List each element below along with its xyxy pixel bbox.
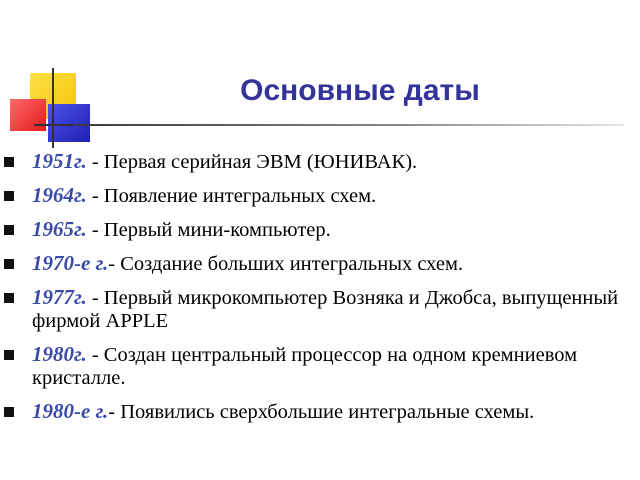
item-text: - Первый микрокомпьютер Возняка и Джобса, выпущенный фирмой APPLE [32, 287, 619, 332]
square-bullet-icon [4, 407, 14, 417]
decor-horizontal-line-left [34, 124, 74, 126]
dates-list [0, 150, 628, 434]
item-year: 1970-е г. [32, 251, 109, 275]
list-item [0, 150, 628, 174]
item-text: - Создан центральный процессор на одном кремниевом кристалле. [32, 344, 578, 389]
square-bullet-icon [4, 157, 14, 167]
item-year: 1965г. [32, 217, 87, 241]
item-year: 1977г. [32, 285, 87, 309]
square-bullet-icon [4, 191, 14, 201]
slide-title: Основные даты [240, 74, 480, 107]
item-year: 1964г. [32, 183, 87, 207]
item-text: - Первая серийная ЭВМ (ЮНИВАК). [86, 151, 418, 173]
square-bullet-icon [4, 259, 14, 269]
item-text: - Первый мини-компьютер. [86, 219, 331, 241]
list-item [0, 400, 628, 424]
item-year: 1951г. [32, 149, 87, 173]
square-bullet-icon [4, 350, 14, 360]
item-year: 1980г. [32, 342, 87, 366]
square-bullet-icon [4, 225, 14, 235]
decor-vertical-line [52, 68, 54, 148]
item-text: - Появились сверхбольшие интегральные схемы. [108, 401, 535, 423]
list-item [0, 286, 628, 333]
item-text: - Создание больших интегральных схем. [108, 253, 464, 275]
list-item [0, 184, 628, 208]
decor-red-square [10, 99, 46, 131]
list-item [0, 343, 628, 390]
list-item [0, 252, 628, 276]
item-text: - Появление интегральных схем. [86, 185, 377, 207]
item-year: 1980-е г. [32, 399, 109, 423]
square-bullet-icon [4, 293, 14, 303]
list-item [0, 218, 628, 242]
title-underline [76, 124, 624, 126]
decor-blue-square [48, 104, 90, 142]
